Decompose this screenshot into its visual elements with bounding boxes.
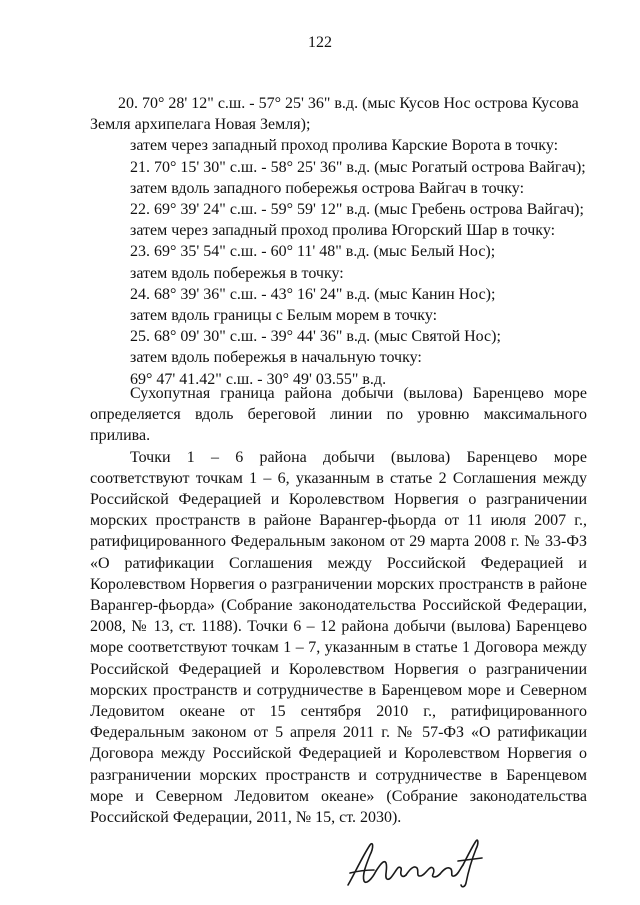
route-instruction: затем через западный проход пролива Карские Ворота в точку: xyxy=(130,137,559,155)
coordinate-list xyxy=(90,93,598,390)
route-instruction: затем вдоль побережья в начальную точку: xyxy=(130,349,422,367)
coordinate-point-25: 25. 68° 09' 30" с.ш. - 39° 44' 36" в.д. (мыс Святой Нос); xyxy=(130,328,501,346)
body-text xyxy=(90,383,587,828)
coordinate-point-20-continuation: Земля архипелага Новая Земля); xyxy=(90,116,311,134)
coordinate-point-24: 24. 68° 39' 36" с.ш. - 43° 16' 24" в.д. (мыс Канин Нос); xyxy=(130,285,496,303)
route-instruction: затем вдоль побережья в точку: xyxy=(130,264,344,282)
paragraph-treaty-points: Точки 1 – 6 района добычи (вылова) Баренцево море соответствуют точкам 1 – 6, указанным в статье 2 Соглашения между Российской Федерацией и Королевством Норвегия о разграничении морских пространств в районе Варангер-фьорда от 11 июля 2007 г., ратифицированного Федеральным законом от 29 марта 2008 г. № 33-ФЗ «О ратификации Соглашения между Российской Федерацией и Королевством Норвегия о разграничении морских пространств в районе Варангер-фьорда» (Собрание законодательства Российской Федерации, 2008, № 13, ст. 1188). Точки 6 – 12 района добычи (вылова) Баренцево море соответствуют точкам 1 – 7, указанным в статье 1 Договора между Российской Федерацией и Королевством Норвегия о разграничении морских пространств и сотрудничестве в Баренцевом море и Северном Ледовитом океане от 15 сентября 2010 г., ратифицированного Федеральным законом от 5 апреля 2011 г. № 57-ФЗ «О ратификации Договора между Российской Федерацией и Королевством Норвегия о разграничении морских пространств и сотрудничестве в Баренцевом море и Северном Ледовитом океане» (Собрание законодательства Российской Федерации, 2011, № 15, ст. 2030). xyxy=(90,448,587,827)
coordinate-point-22: 22. 69° 39' 24" с.ш. - 59° 59' 12" в.д. (мыс Гребень острова Вайгач); xyxy=(130,201,584,219)
page-number: 122 xyxy=(308,34,332,51)
route-instruction: затем вдоль границы с Белым морем в точку: xyxy=(130,307,438,325)
coordinate-point-23: 23. 69° 35' 54" с.ш. - 60° 11' 48" в.д. (мыс Белый Нос); xyxy=(130,243,496,261)
route-instruction: затем через западный проход пролива Югорский Шар в точку: xyxy=(130,222,556,240)
coordinate-start-point: 69° 47' 41.42" с.ш. - 30° 49' 03.55" в.д. xyxy=(130,370,387,388)
signature-icon xyxy=(340,835,490,890)
coordinate-point-21: 21. 70° 15' 30" с.ш. - 58° 25' 36" в.д. (мыс Рогатый острова Вайгач); xyxy=(130,158,586,176)
route-instruction: затем вдоль западного побережья острова Вайгач в точку: xyxy=(130,179,525,197)
paragraph-land-border: Сухопутная граница района добычи (вылова) Баренцево море определяется вдоль береговой линии по уровню максимального прилива. xyxy=(90,385,587,445)
coordinate-point-20: 20. 70° 28' 12" с.ш. - 57° 25' 36" в.д. (мыс Кусов Нос острова Кусова xyxy=(118,95,579,112)
